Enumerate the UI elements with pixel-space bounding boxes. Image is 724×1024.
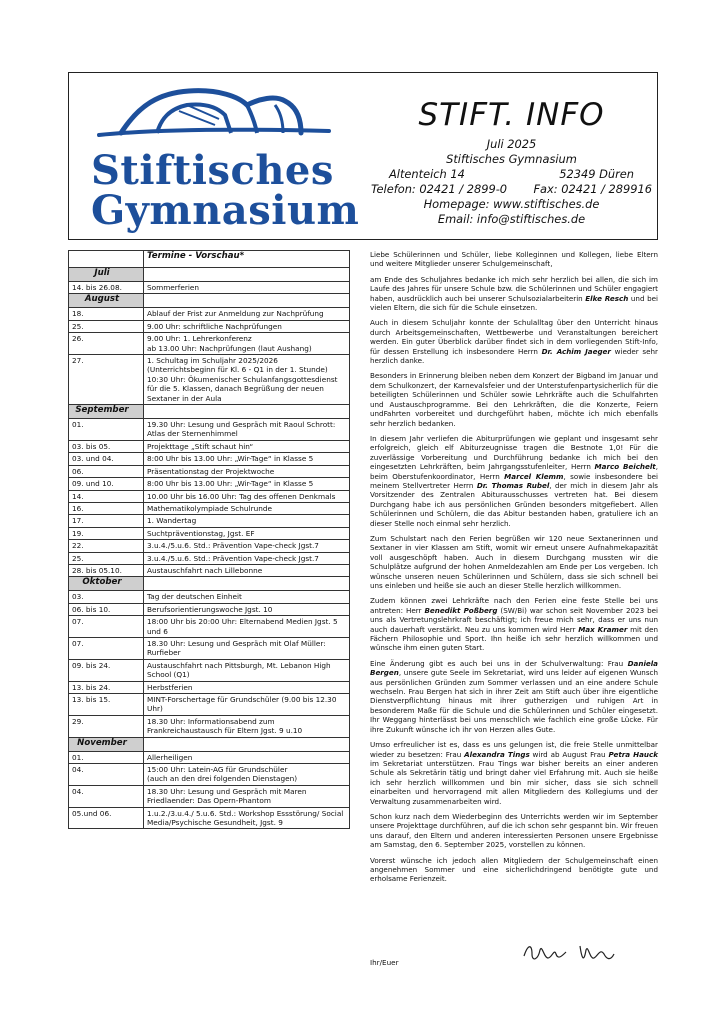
month-header-row [69,577,350,591]
paragraph-text: Vorerst wünsche ich jedoch allen Mitgliedern der Schulgemeinschaft einen angenehmen Sommer und eine sicherlichdringend benötigte gute und erholsame Ferienzeit. [370,855,658,884]
event-date: 26. [69,333,144,355]
event-date: 22. [69,540,144,552]
letter-paragraph [370,659,658,734]
schedule-header-row [69,251,350,268]
letter-paragraph [370,275,658,313]
letter-paragraph [370,434,658,528]
logo-text-line1: Stiftisches [91,147,334,194]
month-label: Oktober [82,577,122,588]
event-text: Allerheiligen [144,751,350,763]
person-name: Petra Hauck [608,749,658,759]
person-name: Daniela Bergen [370,658,658,678]
event-text: 18.30 Uhr: Lesung und Gespräch mit Maren Friedlaender: Das Opern-Phantom [144,785,350,807]
person-name: Dr. Thomas Rubel [476,480,550,490]
event-date: 04. [69,785,144,807]
event-date: 17. [69,515,144,527]
paragraph-text: (SW/Bi) war schon seit November 2023 bei uns als Vertretungslehrkraft beschäftigt; ich freue mich sehr, dass er uns nun auch dauerhaft verstärkt. Neu zu uns kommen wird Herr [370,605,659,634]
table-row [69,751,350,763]
event-text: 1.u.2./3.u.4./ 5.u.6. Std.: Workshop Essstörung/ Social Media/Psychische Gesundheit, Jgst. 9 [144,807,350,829]
letter-paragraph [370,534,658,590]
paragraph-text: Umso erfreulicher ist es, dass es uns gelungen ist, die freie Stelle unmittelbar wieder zu besetzen: Frau [370,740,658,759]
email-link[interactable]: Email: info@stiftisches.de [437,212,586,226]
paragraph-text: Zum Schulstart nach den Ferien begrüßen wir 120 neue Sextanerinnen und Sextaner in vier Klassen am Stift, womit wir erneut unsere Aufnahmekapazität voll ausgeschöpft haben. Auch in diesem Durchgang mussten wir die Schulplätze aufgrund der hohen Anmeldezahlen am Ende per Los vergeben. Ich wünsche unseren neuen Schülerinnen und Schülern, dass sie sich schnell bei uns einleben und heiße sie auch an dieser Stelle herzlich willkommen. [370,533,658,590]
month-header-row [69,405,350,419]
table-row [69,785,350,807]
table-row [69,552,350,564]
person-name: Max Kramer [578,624,628,634]
event-text: 10.00 Uhr bis 16.00 Uhr: Tag des offenen Denkmals [144,490,350,502]
event-text: Ablauf der Frist zur Anmeldung zur Nachprüfung [144,308,350,320]
paragraph-text: , beim Oberstufenkoordinator, Herrn [370,462,659,481]
month-label: September [75,405,129,416]
event-date: 07. [69,616,144,638]
event-date: 03. [69,591,144,603]
table-row [69,764,350,786]
contact-row [369,182,654,197]
paragraph-text: , der mich in diesem Jahr als Vorsitzender des Zentralen Abiturausschusses vertreten hat. Bei diesem Durchgang habe ich aus persönlichen Gründen besonders mitgefiebert. Allen Schülerinnen und Schülern, die das Abitur bestanden haben, gratuliere ich an dieser Stelle noch einmal sehr herzlich. [370,480,659,528]
table-row [69,333,350,355]
person-name: Elke Resch [585,293,629,303]
event-text: 19.30 Uhr: Lesung und Gespräch mit Raoul Schrott: Atlas der Sternenhimmel [144,419,350,441]
table-row [69,527,350,539]
event-date: 25. [69,320,144,332]
event-text: 8:00 Uhr bis 13.00 Uhr: „Wir-Tage“ in Klasse 5 [144,478,350,490]
letter-paragraph [370,596,658,652]
paragraph-text: am Ende des Schuljahres bedanke ich mich sehr herzlich bei allen, die sich im Laufe des Jahres für unsere Schule bzw. die Schülerinnen und Schüler engagiert haben, ausdrücklich auch bei unserer Schulsozialarbeiterin [370,274,658,303]
paragraph-text: Schon kurz nach dem Wiederbeginn des Unterrichts werden wir im September unsere Projekttage durchführen, auf die ich schon sehr gespannt bin. Wir freuen uns darauf, den Eltern und anderen interessierten Personen unsere Ergebnisse am Samstag, den 6. September 2025, vorstellen zu können. [370,811,658,850]
event-date: 01. [69,751,144,763]
table-row [69,465,350,477]
letter-paragraph [370,371,658,427]
table-row [69,807,350,829]
table-row [69,603,350,615]
event-text: Präsentationstag der Projektwoche [144,465,350,477]
school-logo [69,73,359,239]
event-date: 27. [69,355,144,405]
paragraph-text: wird ab August Frau [529,749,609,759]
schedule-heading: Termine - Vorschau* [144,251,350,268]
event-text: Projekttage „Stift schaut hin“ [144,440,350,452]
schedule-table [68,250,350,829]
table-row [69,440,350,452]
event-text: 18.30 Uhr: Informationsabend zum Frankreichaustausch für Eltern Jgst. 9 u.10 [144,715,350,737]
table-row [69,320,350,332]
phone: Telefon: 02421 / 2899-0 [371,182,508,196]
closing: Ihr/Euer [370,958,399,967]
principal-letter [370,250,658,890]
paragraph-text: Zudem können zwei Lehrkräfte nach den Ferien eine feste Stelle bei uns antreten: Herr [370,596,658,615]
event-date: 18. [69,308,144,320]
table-row [69,616,350,638]
event-text: Berufsorientierungswoche Jgst. 10 [144,603,350,615]
event-date: 13. bis 24. [69,681,144,693]
table-row [69,564,350,576]
table-row [69,694,350,716]
table-row [69,659,350,681]
month-label: August [84,294,120,305]
table-row [69,715,350,737]
person-name: Alexandra Tings [464,749,530,759]
street: Altenteich 14 [389,167,465,181]
paragraph-text: und bei vielen Eltern, die sich für die Schule einsetzen. [370,293,658,313]
event-text: Suchtpräventionstag, Jgst. EF [144,527,350,539]
event-date: 03. und 04. [69,453,144,465]
event-date: 29. [69,715,144,737]
person-name: Benedikt Poßberg [424,605,498,615]
event-text: 15:00 Uhr: Latein-AG für Grundschüler (auch an den drei folgenden Dienstagen) [144,764,350,786]
fax: Fax: 02421 / 289916 [533,182,652,196]
person-name: Dr. Achim Jaeger [541,346,611,356]
paragraph-text: wieder sehr herzlich danke. [370,346,658,366]
letter-paragraph [370,812,658,850]
month-header-row [69,294,350,308]
building-logo-icon [69,75,359,155]
table-row [69,637,350,659]
table-row [69,490,350,502]
table-row [69,419,350,441]
event-text: 9.00 Uhr: 1. Lehrerkonferenz ab 13.00 Uhr: Nachprüfungen (laut Aushang) [144,333,350,355]
event-text: 8:00 Uhr bis 13.00 Uhr: „Wir-Tage“ in Klasse 5 [144,453,350,465]
school-name: Stiftisches Gymnasium [446,152,577,166]
event-date: 28. bis 05.10. [69,564,144,576]
event-text: 3.u.4./5.u.6. Std.: Prävention Vape-check Jgst.7 [144,540,350,552]
person-name: Marco Beichelt [594,462,656,472]
event-text: 18:00 Uhr bis 20:00 Uhr: Elternabend Medien Jgst. 5 und 6 [144,616,350,638]
paragraph-text: mit den Fächern Philosophie und Sport. Ihn heiße ich sehr herzlich willkommen und wünsche ihm einen guten Start. [370,624,658,653]
event-date: 06. bis 10. [69,603,144,615]
table-row [69,591,350,603]
event-date: 09. und 10. [69,478,144,490]
event-date: 09. bis 24. [69,659,144,681]
letter-paragraph [370,318,658,365]
event-date: 05.und 06. [69,807,144,829]
month-header-row [69,268,350,282]
event-text: 1. Wandertag [144,515,350,527]
event-text: Austauschfahrt nach Lillebonne [144,564,350,576]
paragraph-text: Besonders in Erinnerung bleiben neben dem Konzert der Bigband im Januar und dem Schulkonzert, der Karnevalsfeier und der Unterstufenpartysicherlich für die beteiligten Schülerinnen und Schüler sowie Lehrkräfte auch die Schulfahrten und Austauschprogramme. Bei den Lehrkräften, die die Konzerte, Feiern undFahrten vorbereitet und durchgeführt haben, möchte ich mich ebenfalls sehr herzlich bedanken. [370,371,658,428]
event-date: 14. bis 26.08. [69,282,144,294]
event-text: 3.u.4./5.u.6. Std.: Prävention Vape-check Jgst.7 [144,552,350,564]
event-text: Austauschfahrt nach Pittsburgh, Mt. Lebanon High School (Q1) [144,659,350,681]
issue-date: Juli 2025 [486,137,537,151]
letter-paragraph [370,856,658,884]
event-text: Herbstferien [144,681,350,693]
event-date: 07. [69,637,144,659]
letter-paragraph [370,250,658,269]
table-row [69,515,350,527]
city: 52349 Düren [559,167,634,181]
event-date: 04. [69,764,144,786]
event-text: Sommerferien [144,282,350,294]
paragraph-text: In diesem Jahr verliefen die Abiturprüfungen wie geplant und insgesamt sehr erfolgreich, gleich elf Abiturzeugnisse tragen die Bestnote 1,0! Für die zuverlässige Vorbereitung und Durchführung bedanke ich mich bei den eingesetzten Lehrkräften, beim Jahrgangsstufenleiter, Herrn [370,433,658,472]
table-row [69,681,350,693]
table-row [69,355,350,405]
event-text: Tag der deutschen Einheit [144,591,350,603]
table-row [69,308,350,320]
paragraph-text: im Sekretariat unterstützen. Frau Tings war bisher bereits an einer anderen Schule als Sekretärin tätig und bringt daher viel Erfahrung mit. Auch sie heiße ich sehr herzlich willkommen und bin mir sicher, dass sie sich schnell einarbeiten und hervorragend mit allen Mitgliedern des Kollegiums und der Verwaltung zusammenarbeiten wird. [370,758,658,806]
event-text: 1. Schultag im Schuljahr 2025/2026 (Unterrichtsbeginn für Kl. 6 - Q1 in der 1. Stunde) 10:30 Uhr: Ökumenischer Schulanfangsgottesdienst für die 5. Klassen, danach Begrüßung der neuen Sextaner in der Aula [144,355,350,405]
paragraph-text: Liebe Schülerinnen und Schüler, liebe Kolleginnen und Kollegen, liebe Eltern und weitere Mitglieder unserer Schulgemeinschaft, [370,250,658,269]
event-date: 14. [69,490,144,502]
logo-text-line2: Gymnasium [91,187,360,234]
table-row [69,478,350,490]
event-date: 25. [69,552,144,564]
letter-paragraph [370,740,658,806]
header-info [369,81,654,227]
month-header-row [69,737,350,751]
paragraph-text: , sowie insbesondere bei meinem Stellvertreter Herrn [370,471,658,490]
event-text: Mathematikolympiade Schulrunde [144,502,350,514]
event-text: MINT-Forschertage für Grundschüler (9.00 bis 12.30 Uhr) [144,694,350,716]
paragraph-text: , unsere gute Seele im Sekretariat, wird uns leider auf eigenen Wunsch aus persönlichen Gründen zum Sommer verlassen und an eine andere Schule wechseln. Frau Bergen hat sich in ihrer Zeit am Stift auch über ihre eigentliche Dienstverpflichtung hinaus mit ihrer gutherzigen und ruhigen Art in besonderem Maße für die Schule und die Schülerinnen und Schüler eingesetzt. Ihr Weggang hinterlässt bei uns menschlich wie fachlich eine große Lücke. Für ihre Zukunft wünsche ich ihr von Herzen alles Gute. [370,668,658,734]
handwritten-signature-icon [520,940,630,966]
month-label: Juli [94,268,110,278]
header-box [68,72,658,240]
signature-block [370,940,658,966]
event-date: 01. [69,419,144,441]
event-date: 03. bis 05. [69,440,144,452]
homepage-link[interactable]: Homepage: www.stiftisches.de [423,197,600,211]
person-name: Marcel Klemm [504,471,564,481]
table-row [69,540,350,552]
paragraph-text: Auch in diesem Schuljahr konnte der Schulalltag über den Unterricht hinaus durch Arbeitsgemeinschaften, Wettbewerbe und Veranstaltungen bereichert werden. Ein guter Überblick darüber findet sich in dem vorliegenden Stift-Info, für dessen Erstellung ich insbesondere Herrn [370,318,658,356]
event-date: 13. bis 15. [69,694,144,716]
event-date: 06. [69,465,144,477]
event-text: 18.30 Uhr: Lesung und Gespräch mit Olaf Müller: Rurfieber [144,637,350,659]
newsletter-title: STIFT. INFO [418,97,605,133]
event-date: 19. [69,527,144,539]
event-date: 16. [69,502,144,514]
table-row [69,282,350,294]
address-row [369,167,654,182]
table-row [69,453,350,465]
paragraph-text: Eine Änderung gibt es auch bei uns in der Schulverwaltung: Frau [370,658,628,668]
table-row [69,502,350,514]
event-text: 9.00 Uhr: schriftliche Nachprüfungen [144,320,350,332]
month-label: November [77,737,127,748]
